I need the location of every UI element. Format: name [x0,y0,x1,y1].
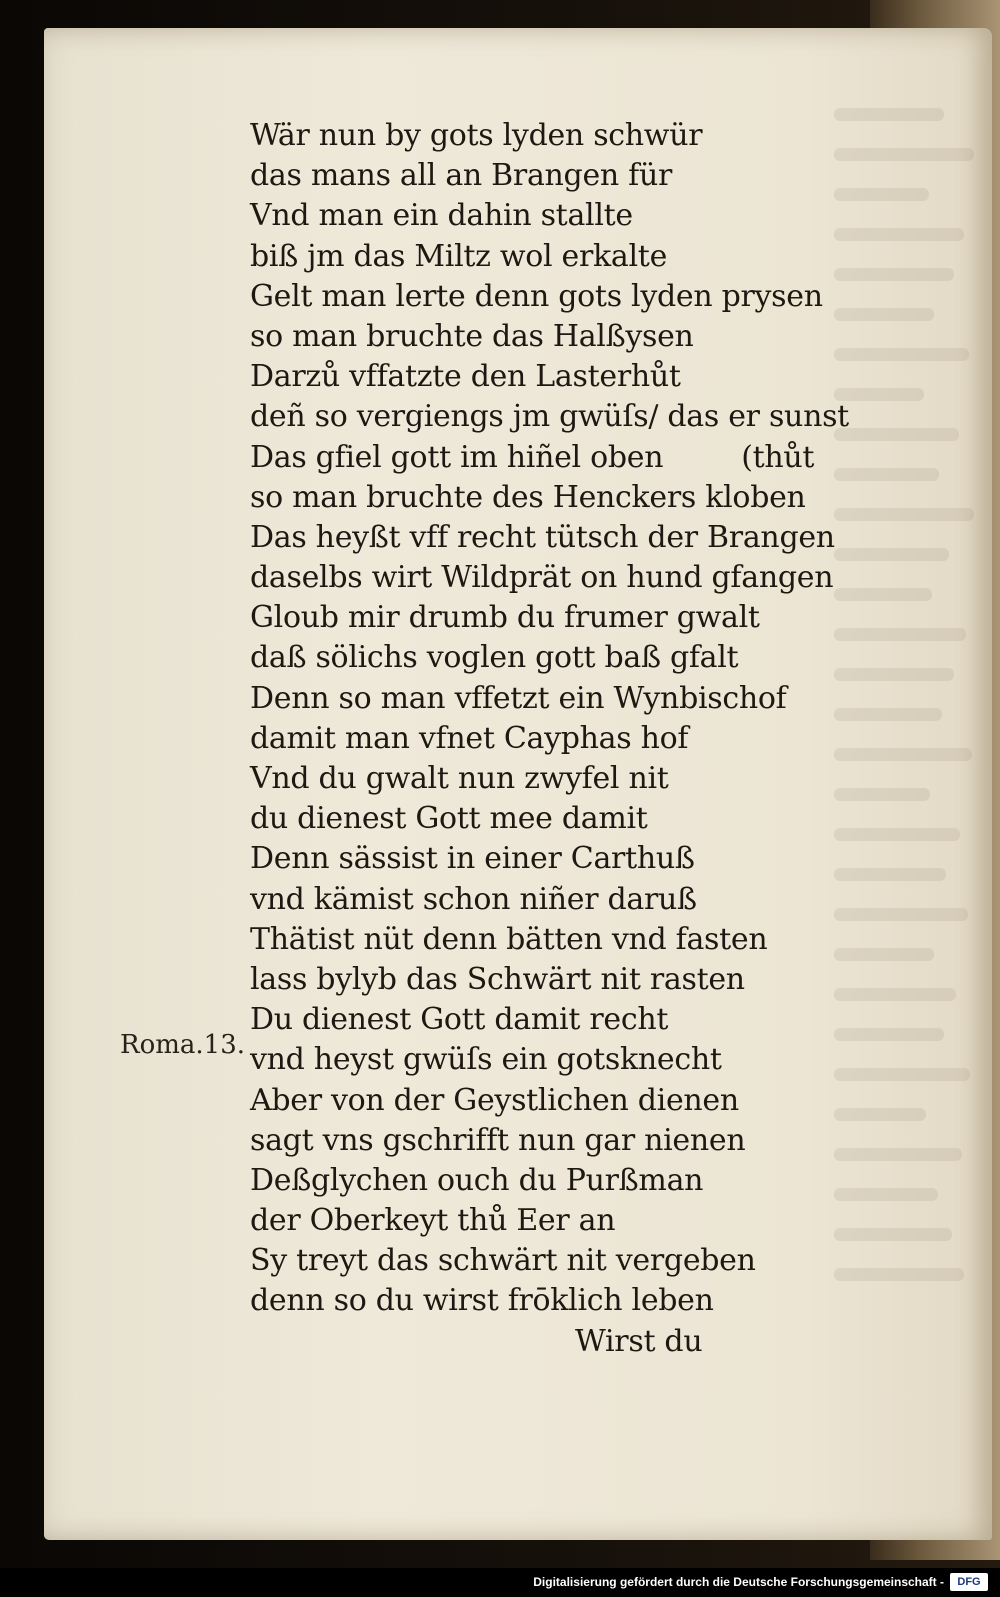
verse-text-block [250,116,890,1362]
verse-line: Sy treyt das schwärt nit vergeben [250,1243,756,1279]
verse-line: Vnd du gwalt nun zwyfel nit [250,761,669,796]
verse-line: das mans all an Brangen für [250,158,673,194]
verse-line: damit man vfnet Cayphas hof [250,720,689,756]
verse-line: Thätist nüt denn bätten vnd fasten [250,921,768,957]
verse-line: der Oberkeyt thů Eer an [250,1203,616,1239]
verse-line: Gloub mir drumb du frumer gwalt [250,600,760,636]
verse-line: Denn sässist in einer Carthuß [250,841,695,877]
footer-bar [0,1568,1000,1597]
verse-line: Gelt man lerte denn gots lyden prysen [250,278,823,314]
book-page [44,28,992,1540]
funding-credit: Digitalisierung gefördert durch die Deutsche Forschungsgemeinschaft - [533,1575,944,1589]
verse-line: daß sölichs voglen gott baß gfalt [250,640,739,676]
verse-line: biß jm das Miltz wol erkalte [250,238,668,274]
verse-line: lass bylyb das Schwärt nit rasten [250,961,745,997]
verse-line: denn so du wirst frōklich leben [250,1283,714,1319]
verse-line: Vnd man ein dahin stallte [250,198,633,234]
verse-line: deñ so vergiengs jm gwüſs/ das er sunst [250,399,849,435]
verse-line: so man bruchte das Halßysen [250,318,694,354]
marginal-note: Roma.13. [120,1030,245,1060]
verse-line: sagt vns gschrifft nun gar nienen [250,1122,746,1158]
turnover-fragment: (thůt [741,439,815,475]
verse-line: Deßglychen ouch du Purßman [250,1162,704,1198]
verse-line: so man bruchte des Henckers kloben [250,479,806,515]
dfg-logo: DFG [950,1573,988,1591]
verse-line: Darzů vffatzte den Lasterhůt [250,359,681,395]
verse-line: Du dienest Gott damit recht [250,1002,669,1038]
verse-line: vnd kämist schon niñer daruß [250,881,697,917]
verse-line: Denn so man vffetzt ein Wynbischof [250,680,787,716]
verse-line: Aber von der Geystlichen dienen [250,1082,739,1118]
verse-line-with-turnover [250,438,890,478]
verse-line-text: Das gfiel gott im hiñel oben [250,439,664,475]
verse-line: vnd heyst gwüſs ein gotsknecht [250,1042,722,1078]
catchword: Wirst du [575,1323,703,1359]
verse-line: Das heyßt vff recht tütsch der Brangen [250,519,835,555]
verse-line: daselbs wirt Wildprät on hund gfangen [250,560,834,596]
verse-line: du dienest Gott mee damit [250,801,648,837]
verse-line: Wär nun by gots lyden schwür [250,118,703,153]
